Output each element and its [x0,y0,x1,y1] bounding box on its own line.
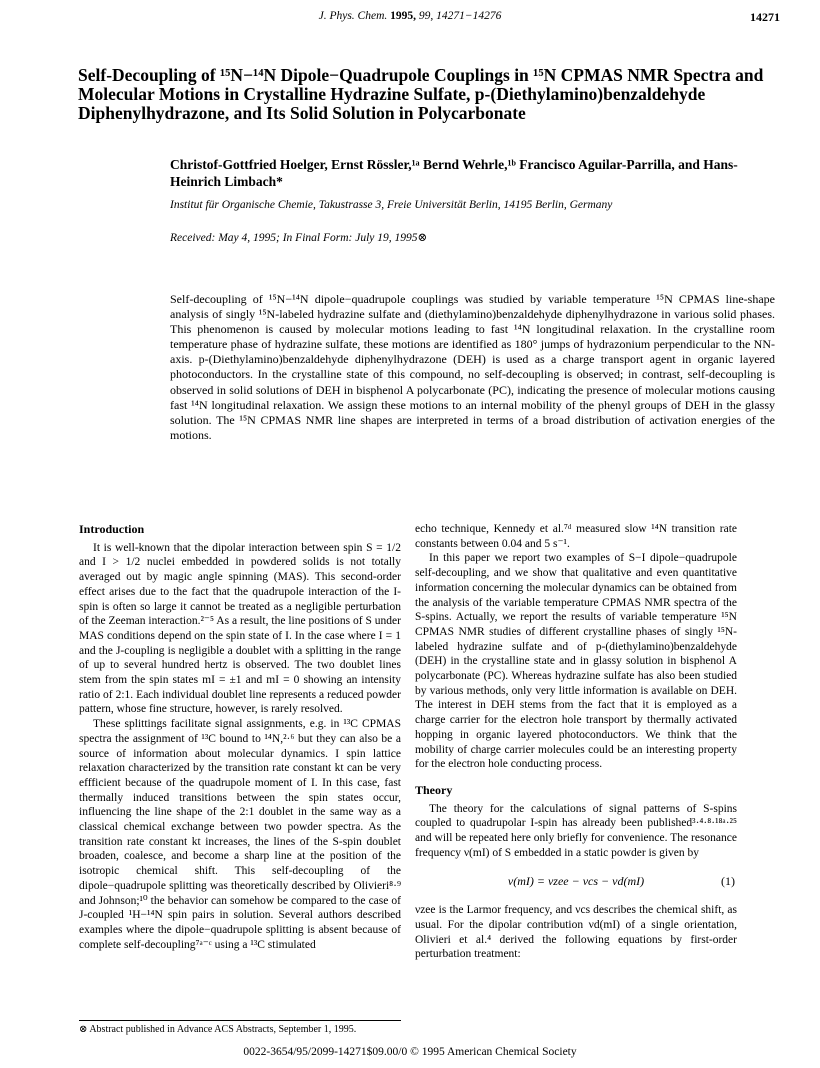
footnote: ⊗ Abstract published in Advance ACS Abstracts, September 1, 1995. [79,1020,401,1035]
paragraph: It is well-known that the dipolar interaction between spin S = 1/2 and I > 1/2 nuclei embedded in powdered solids is not totally averaged out by magic angle spinning (MAS). This second-order effect arises due to the fact that the quadrupole interaction of the I-spin is often so large it cannot be treated as a negligible perturbation of the Zeeman interaction.²⁻⁵ As a result, the line positions of S under MAS conditions depend on the spin state of I. In the case where I = 1 and the J-coupling is negligible a doublet with a splitting in the range of up to several hundred hertz is observed. The two doublet lines stem from the spin states mI = ±1 and mI = 0 showing an intensity ratio of 2:1. Each individual doublet line represents a reduced powder pattern, whose fine structure, however, is rarely resolved. [79,541,401,716]
section-heading-introduction: Introduction [79,522,145,536]
equation-body: ν(mI) = νzee − νcs − νd(mI) [507,874,645,889]
equation-1 [415,874,737,889]
journal-name: J. Phys. Chem. [318,10,388,22]
affiliation: Institut für Organische Chemie, Takustrasse 3, Freie Universität Berlin, 14195 Berlin, Germany [170,199,613,211]
journal-volume: 99, [418,10,434,22]
copyright-line: 0022-3654/95/2099-14271$09.00/0 © 1995 American Chemical Society [243,1046,577,1058]
section-heading-theory: Theory [415,782,453,797]
page-number: 14271 [750,10,780,24]
author-list: Christof-Gottfried Hoelger, Ernst Rössler,¹ᵃ Bernd Wehrle,¹ᵇ Francisco Aguilar-Parrilla, and Hans-Heinrich Limbach* [170,157,738,189]
paragraph: These splittings facilitate signal assignments, e.g. in ¹³C CPMAS spectra the assignment of ¹³C bound to ¹⁴N,²·⁶ but they can also be a source of information about molecular dynamics. I spin lattice relaxation characterized by the transition rate constant kt can be very effficient because of the quadrupole moment of I. In this case, fast thermally induced transitions between the spin states occur, influencing the line shape of the 2:1 doublet in the same way as a classical chemical exchange between two powder spectra. As the transition rate constant kt increases, the lines of the S-spin doublet broaden, coalesce, and become a sharp line at the position of the isotropic chemical shift. This self-decoupling of the dipole−quadrupole splitting was theoretically described by Olivieri⁸·⁹ and Johnson;¹⁰ the behavior can somehow be compared to the case of J-coupled ¹H−¹⁴N spin pairs in solution. Several authors described examples where the dipole−quadrupole splitting is absent because of complete self-decoupling⁷ᵃ⁻ᶜ using a ¹³C stimulated [79,718,401,951]
journal-year: 1995, [390,10,417,22]
paragraph: In this paper we report two examples of S−I dipole−quadrupole self-decoupling, and we show that qualitative and even quantitative information concerning the molecular dynamics can be obtained from the analysis of the variable temperature CPMAS NMR spectra of the S-spins. Actually, we report the results of variable temperature ¹⁵N CPMAS NMR studies of different crystalline phases of singly ¹⁵N-labeled hydrazine sulfate and of p-(diethylamino)benzaldehyde (DEH) in the crystalline state and in glassy solution in bisphenol A polycarbonate (PC). Whereas hydrazine sulfate has also been studied by various methods, only very little information is available on DEH. The interest in DEH stems from the fact that it is employed as a charge carrier for the electron hole transport by thermally activated hopping in organic layered photoconductors. We think that the mobility of charge carrier molecules could be an interesting property for the electron hole conducting process. [415,552,737,771]
equation-number: (1) [721,874,735,889]
journal-pages: 14271−14276 [436,10,502,22]
received-dates: Received: May 4, 1995; In Final Form: July 19, 1995⊗ [170,232,428,244]
running-head [0,10,820,22]
paper-title: Self-Decoupling of ¹⁵N−¹⁴N Dipole−Quadrupole Couplings in ¹⁵N CPMAS NMR Spectra and Molecular Motions in Crystalline Hydrazine Sulfate, p-(Diethylamino)benzaldehyde Diphenylhydrazone, and Its Solid Solution in Polycarbonate [78,65,764,123]
left-column [79,522,401,952]
paragraph: νzee is the Larmor frequency, and νcs describes the chemical shift, as usual. For the dipolar contribution νd(mI) of a single orientation, Olivieri et al.⁴ derived the following equations by first-order perturbation treatment: [415,904,737,961]
abstract: Self-decoupling of ¹⁵N−¹⁴N dipole−quadrupole couplings was studied by variable temperature ¹⁵N CPMAS line-shape analysis of singly ¹⁵N-labeled hydrazine sulfate and (diethylamino)benzaldehyde diphenylhydrazone in various solid phases. This phenomenon is caused by molecular motions leading to fast ¹⁴N longitudinal relaxation. In the crystalline room temperature phase of hydrazine sulfate, these motions are identified as 180° jumps of hydrazonium perpendicular to the NN-axis. p-(Diethylamino)benzaldehyde diphenylhydrazone (DEH) is used as a charge transport agent in organic layered photoconductors. In the crystalline state of this compound, no self-decoupling is observed; in contrast, self-decoupling is observed in solid solutions of DEH in bisphenol A polycarbonate (PC), indicating the presence of molecular motions causing fast ¹⁴N longitudinal relaxation. We assign these motions to an internal mobility of the phenyl groups of DEH in the glassy solution. The ¹⁵N CPMAS NMR line shapes are interpreted in terms of a broad distribution of activation energies of the motions. [170,292,775,442]
paragraph: The theory for the calculations of signal patterns of S-spins coupled to quadrupolar I-spin has already been published³·⁴·⁸·¹⁸ᵃ·²⁵ and will be repeated here only briefly for convenience. The resonance frequency ν(mI) of S embedded in a static powder is given by [415,802,737,859]
paragraph-continuation: echo technique, Kennedy et al.⁷ᵈ measured slow ¹⁴N transition rate constants between 0.04 and 5 s⁻¹. [415,523,737,550]
right-column [415,522,737,962]
